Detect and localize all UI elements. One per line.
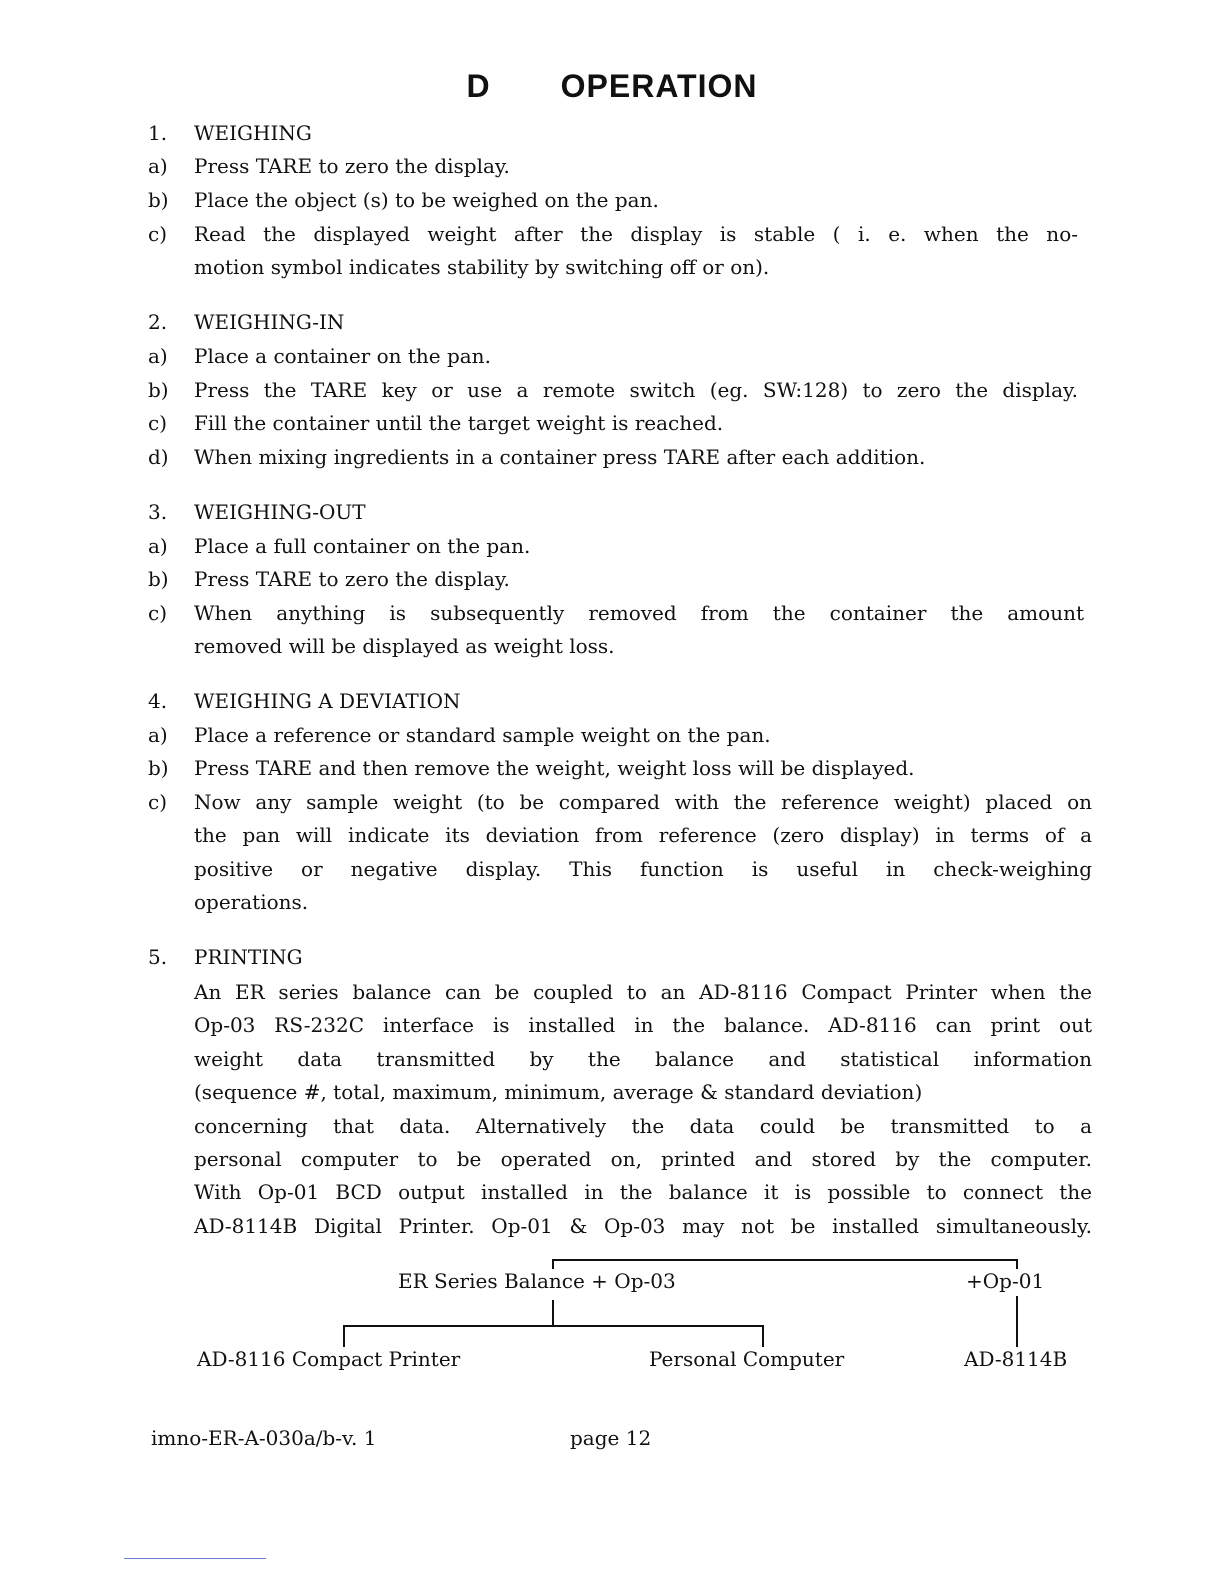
section-number: 1. (148, 121, 168, 145)
item-text: Place the object (s) to be weighed on the pan. (194, 188, 659, 212)
item-label: d) (148, 445, 169, 469)
connector-line (1016, 1296, 1018, 1347)
section-heading: WEIGHING-OUT (194, 500, 366, 524)
item-text: Place a full container on the pan. (194, 534, 531, 558)
item-text: When anything is subsequently removed from the container the amount (194, 601, 1084, 625)
item-text: Fill the container until the target weight is reached. (194, 411, 724, 435)
item-text: the pan will indicate its deviation from reference (zero display) in terms of a (194, 823, 1092, 847)
section-letter: D (466, 68, 491, 104)
item-label: b) (148, 378, 169, 402)
item-label: c) (148, 601, 168, 625)
section-heading: WEIGHING-IN (194, 310, 345, 334)
connector-line (762, 1325, 764, 1347)
item-label: c) (148, 222, 168, 246)
paragraph-line: weight data transmitted by the balance and statistical information (194, 1047, 1092, 1071)
item-text: Press the TARE key or use a remote switch (eg. SW:128) to zero the display. (194, 378, 1078, 402)
connector-line (343, 1325, 764, 1327)
item-text: removed will be displayed as weight loss. (194, 634, 615, 658)
section-number: 3. (148, 500, 168, 524)
item-label: c) (148, 411, 168, 435)
item-text: Place a reference or standard sample weight on the pan. (194, 723, 771, 747)
item-label: b) (148, 756, 169, 780)
item-text: motion symbol indicates stability by switching off or on). (194, 255, 770, 279)
item-text: Press TARE to zero the display. (194, 154, 510, 178)
paragraph-line: personal computer to be operated on, printed and stored by the computer. (194, 1147, 1092, 1171)
divider (124, 1558, 266, 1559)
item-text: Place a container on the pan. (194, 344, 491, 368)
balance-node: ER Series Balance + Op-03 (398, 1269, 676, 1293)
connector-line (343, 1325, 345, 1347)
section-number: 2. (148, 310, 168, 334)
item-text: When mixing ingredients in a container press TARE after each addition. (194, 445, 926, 469)
item-text: operations. (194, 890, 309, 914)
connector-line (552, 1259, 1018, 1261)
page-number: page 12 (570, 1426, 652, 1450)
item-text: Press TARE to zero the display. (194, 567, 510, 591)
section-number: 4. (148, 689, 168, 713)
item-label: a) (148, 723, 168, 747)
paragraph-line: An ER series balance can be coupled to an AD-8116 Compact Printer when the (194, 980, 1092, 1004)
paragraph-line: With Op-01 BCD output installed in the balance it is possible to connect the (194, 1180, 1092, 1204)
option-node: +Op-01 (966, 1269, 1045, 1293)
computer-node: Personal Computer (649, 1347, 845, 1371)
connector-line (552, 1259, 554, 1269)
connector-line (1016, 1259, 1018, 1269)
item-label: b) (148, 567, 169, 591)
item-text: positive or negative display. This function is useful in check-weighing (194, 857, 1092, 881)
page-title (0, 68, 1224, 105)
printer-node: AD-8116 Compact Printer (197, 1347, 461, 1371)
item-label: b) (148, 188, 169, 212)
section-heading: WEIGHING (194, 121, 312, 145)
item-label: a) (148, 344, 168, 368)
item-label: a) (148, 154, 168, 178)
paragraph-line: concerning that data. Alternatively the data could be transmitted to a (194, 1114, 1092, 1138)
paragraph-line: Op-03 RS-232C interface is installed in the balance. AD-8116 can print out (194, 1013, 1092, 1037)
digital-printer-node: AD-8114B (964, 1347, 1068, 1371)
item-text: Now any sample weight (to be compared with the reference weight) placed on (194, 790, 1092, 814)
section-heading: WEIGHING A DEVIATION (194, 689, 461, 713)
document-id: imno-ER-A-030a/b-v. 1 (151, 1426, 377, 1450)
paragraph-line: (sequence #, total, maximum, minimum, average & standard deviation) (194, 1080, 923, 1104)
item-text: Read the displayed weight after the display is stable ( i. e. when the no- (194, 222, 1078, 246)
section-heading: PRINTING (194, 945, 303, 969)
item-label: a) (148, 534, 168, 558)
paragraph-line: AD-8114B Digital Printer. Op-01 & Op-03 may not be installed simultaneously. (194, 1214, 1092, 1238)
title-word: OPERATION (560, 68, 758, 104)
connector-line (552, 1300, 554, 1326)
section-number: 5. (148, 945, 168, 969)
item-text: Press TARE and then remove the weight, weight loss will be displayed. (194, 756, 915, 780)
item-label: c) (148, 790, 168, 814)
